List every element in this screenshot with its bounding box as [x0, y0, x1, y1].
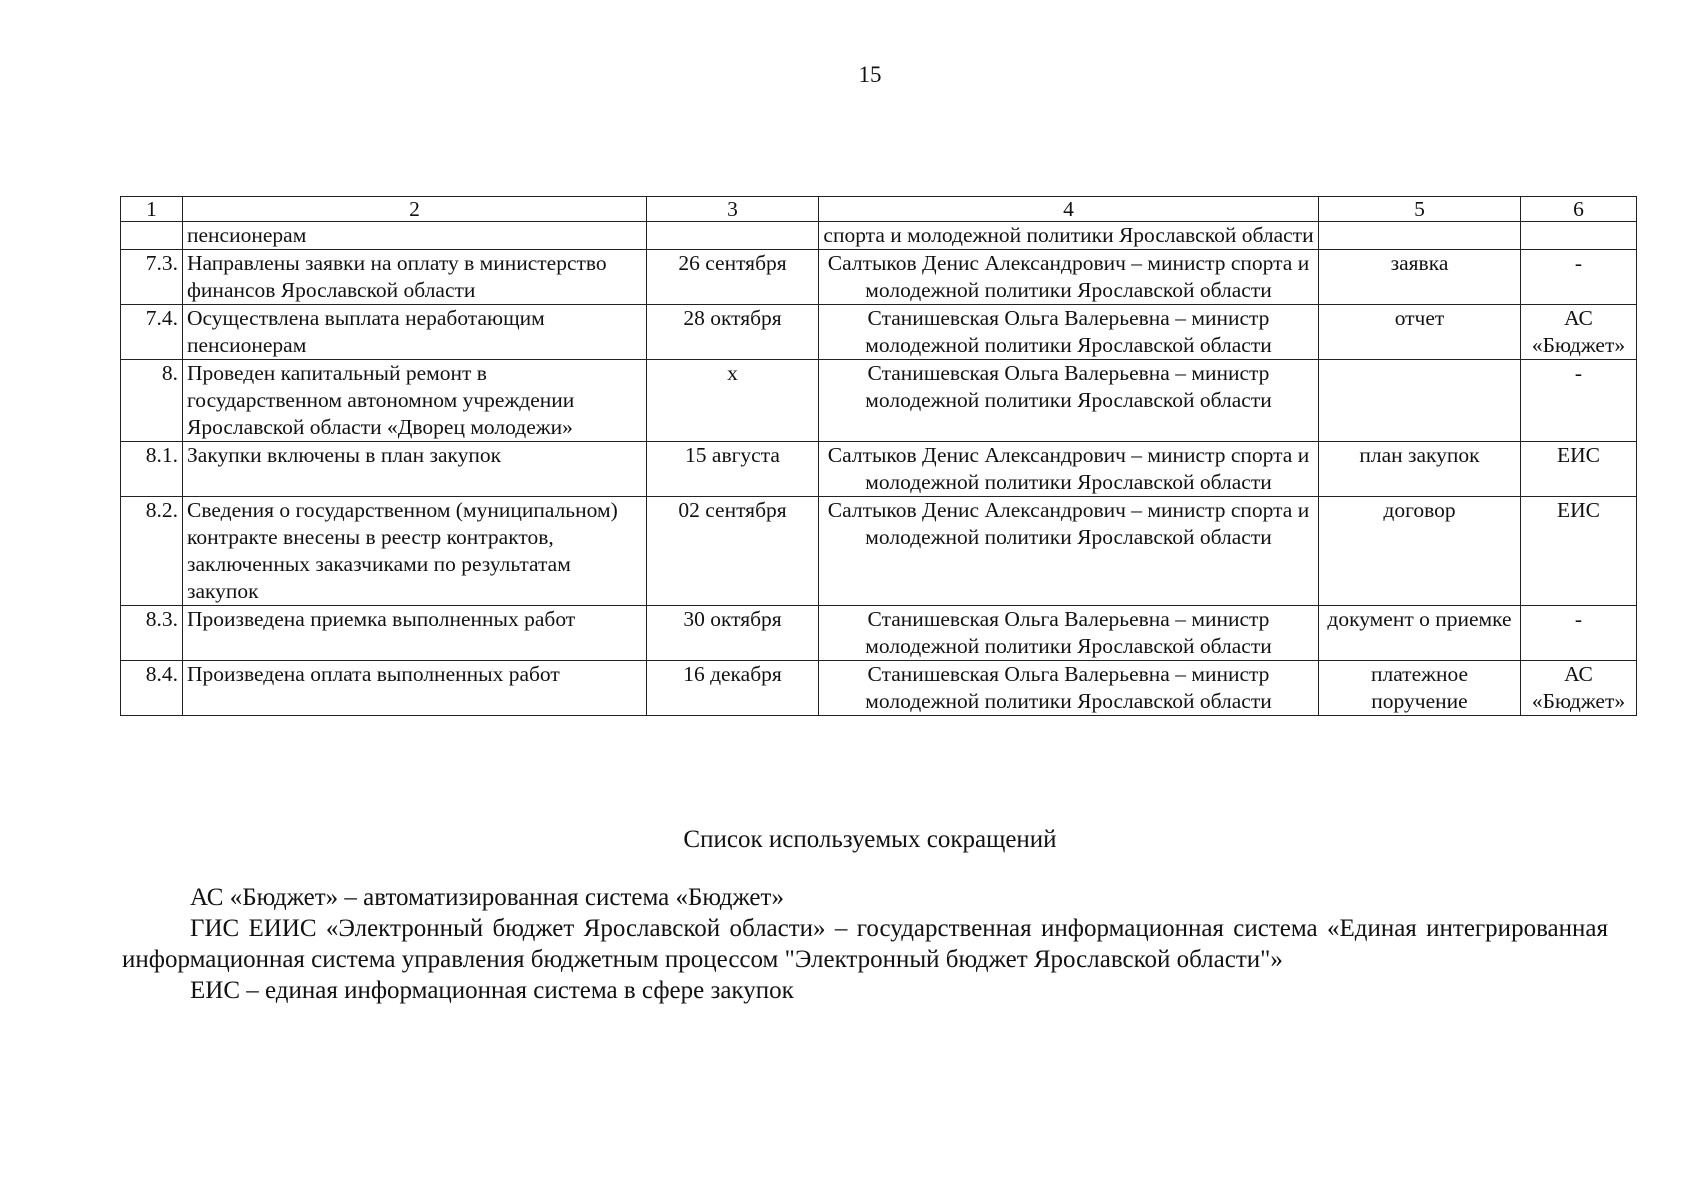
- header-col-3: 3: [647, 197, 819, 222]
- event-date: 28 октября: [647, 305, 819, 360]
- row-number: 8.1.: [121, 442, 183, 497]
- responsible-person: Салтыков Денис Александрович – министр спорта и молодежной политики Ярославской области: [819, 442, 1319, 497]
- info-system: ЕИС: [1521, 442, 1637, 497]
- table-row: [121, 442, 1637, 497]
- result-document: [1319, 222, 1521, 250]
- responsible-person: Салтыков Денис Александрович – министр спорта и молодежной политики Ярославской области: [819, 250, 1319, 305]
- event-name: Проведен капитальный ремонт в государственном автономном учреждении Ярославской области «Дворец молодежи»: [183, 360, 647, 442]
- responsible-person: Салтыков Денис Александрович – министр спорта и молодежной политики Ярославской области: [819, 497, 1319, 606]
- event-date: [647, 222, 819, 250]
- info-system: ЕИС: [1521, 497, 1637, 606]
- header-col-1: 1: [121, 197, 183, 222]
- row-number: 8.3.: [121, 606, 183, 661]
- row-number: [121, 222, 183, 250]
- info-system: -: [1521, 250, 1637, 305]
- abbreviation-item: ЕИС – единая информационная система в сфере закупок: [190, 977, 794, 1004]
- event-name: Сведения о государственном (муниципальном) контракте внесены в реестр контрактов, заключенных заказчиками по результатам закупок: [183, 497, 647, 606]
- responsible-person: Станишевская Ольга Валерьевна – министр молодежной политики Ярославской области: [819, 661, 1319, 716]
- event-date: х: [647, 360, 819, 442]
- event-name: Направлены заявки на оплату в министерство финансов Ярославской области: [183, 250, 647, 305]
- event-date: 26 сентября: [647, 250, 819, 305]
- event-date: 16 декабря: [647, 661, 819, 716]
- event-name: пенсионерам: [183, 222, 647, 250]
- responsible-person: Станишевская Ольга Валерьевна – министр молодежной политики Ярославской области: [819, 305, 1319, 360]
- table-row: [121, 497, 1637, 606]
- result-document: документ о приемке: [1319, 606, 1521, 661]
- page-number: 15: [858, 62, 882, 87]
- row-number: 8.2.: [121, 497, 183, 606]
- event-date: 30 октября: [647, 606, 819, 661]
- table-row: [121, 305, 1637, 360]
- event-date: 15 августа: [647, 442, 819, 497]
- result-document: договор: [1319, 497, 1521, 606]
- abbreviations-title: Список используемых сокращений: [683, 826, 1057, 853]
- header-col-4: 4: [819, 197, 1319, 222]
- event-name: Закупки включены в план закупок: [183, 442, 647, 497]
- result-document: [1319, 360, 1521, 442]
- table-row: [121, 360, 1637, 442]
- event-name: Произведена оплата выполненных работ: [183, 661, 647, 716]
- responsible-person: Станишевская Ольга Валерьевна – министр молодежной политики Ярославской области: [819, 606, 1319, 661]
- abbreviations-list: [122, 882, 1608, 1006]
- info-system: [1521, 222, 1637, 250]
- header-col-5: 5: [1319, 197, 1521, 222]
- table-row: [121, 250, 1637, 305]
- responsible-person: спорта и молодежной политики Ярославской области: [819, 222, 1319, 250]
- event-name: Произведена приемка выполненных работ: [183, 606, 647, 661]
- table-row: [121, 222, 1637, 250]
- row-number: 7.3.: [121, 250, 183, 305]
- row-number: 7.4.: [121, 305, 183, 360]
- table-row: [121, 661, 1637, 716]
- info-system: -: [1521, 360, 1637, 442]
- row-number: 8.: [121, 360, 183, 442]
- row-number: 8.4.: [121, 661, 183, 716]
- table-header-row: [121, 197, 1637, 222]
- result-document: отчет: [1319, 305, 1521, 360]
- result-document: план закупок: [1319, 442, 1521, 497]
- plan-table: [120, 196, 1637, 716]
- responsible-person: Станишевская Ольга Валерьевна – министр молодежной политики Ярославской области: [819, 360, 1319, 442]
- info-system: АС «Бюджет»: [1521, 305, 1637, 360]
- info-system: -: [1521, 606, 1637, 661]
- event-name: Осуществлена выплата неработающим пенсионерам: [183, 305, 647, 360]
- event-date: 02 сентября: [647, 497, 819, 606]
- result-document: платежное поручение: [1319, 661, 1521, 716]
- abbreviation-item: ГИС ЕИИС «Электронный бюджет Ярославской области» – государственная информационная система «Единая интегрированная информационная система управления бюджетным процессом "Электронный бюджет Ярославской области"»: [122, 915, 1608, 973]
- header-col-2: 2: [183, 197, 647, 222]
- info-system: АС «Бюджет»: [1521, 661, 1637, 716]
- header-col-6: 6: [1521, 197, 1637, 222]
- result-document: заявка: [1319, 250, 1521, 305]
- table-row: [121, 606, 1637, 661]
- abbreviation-item: АС «Бюджет» – автоматизированная система «Бюджет»: [190, 884, 784, 911]
